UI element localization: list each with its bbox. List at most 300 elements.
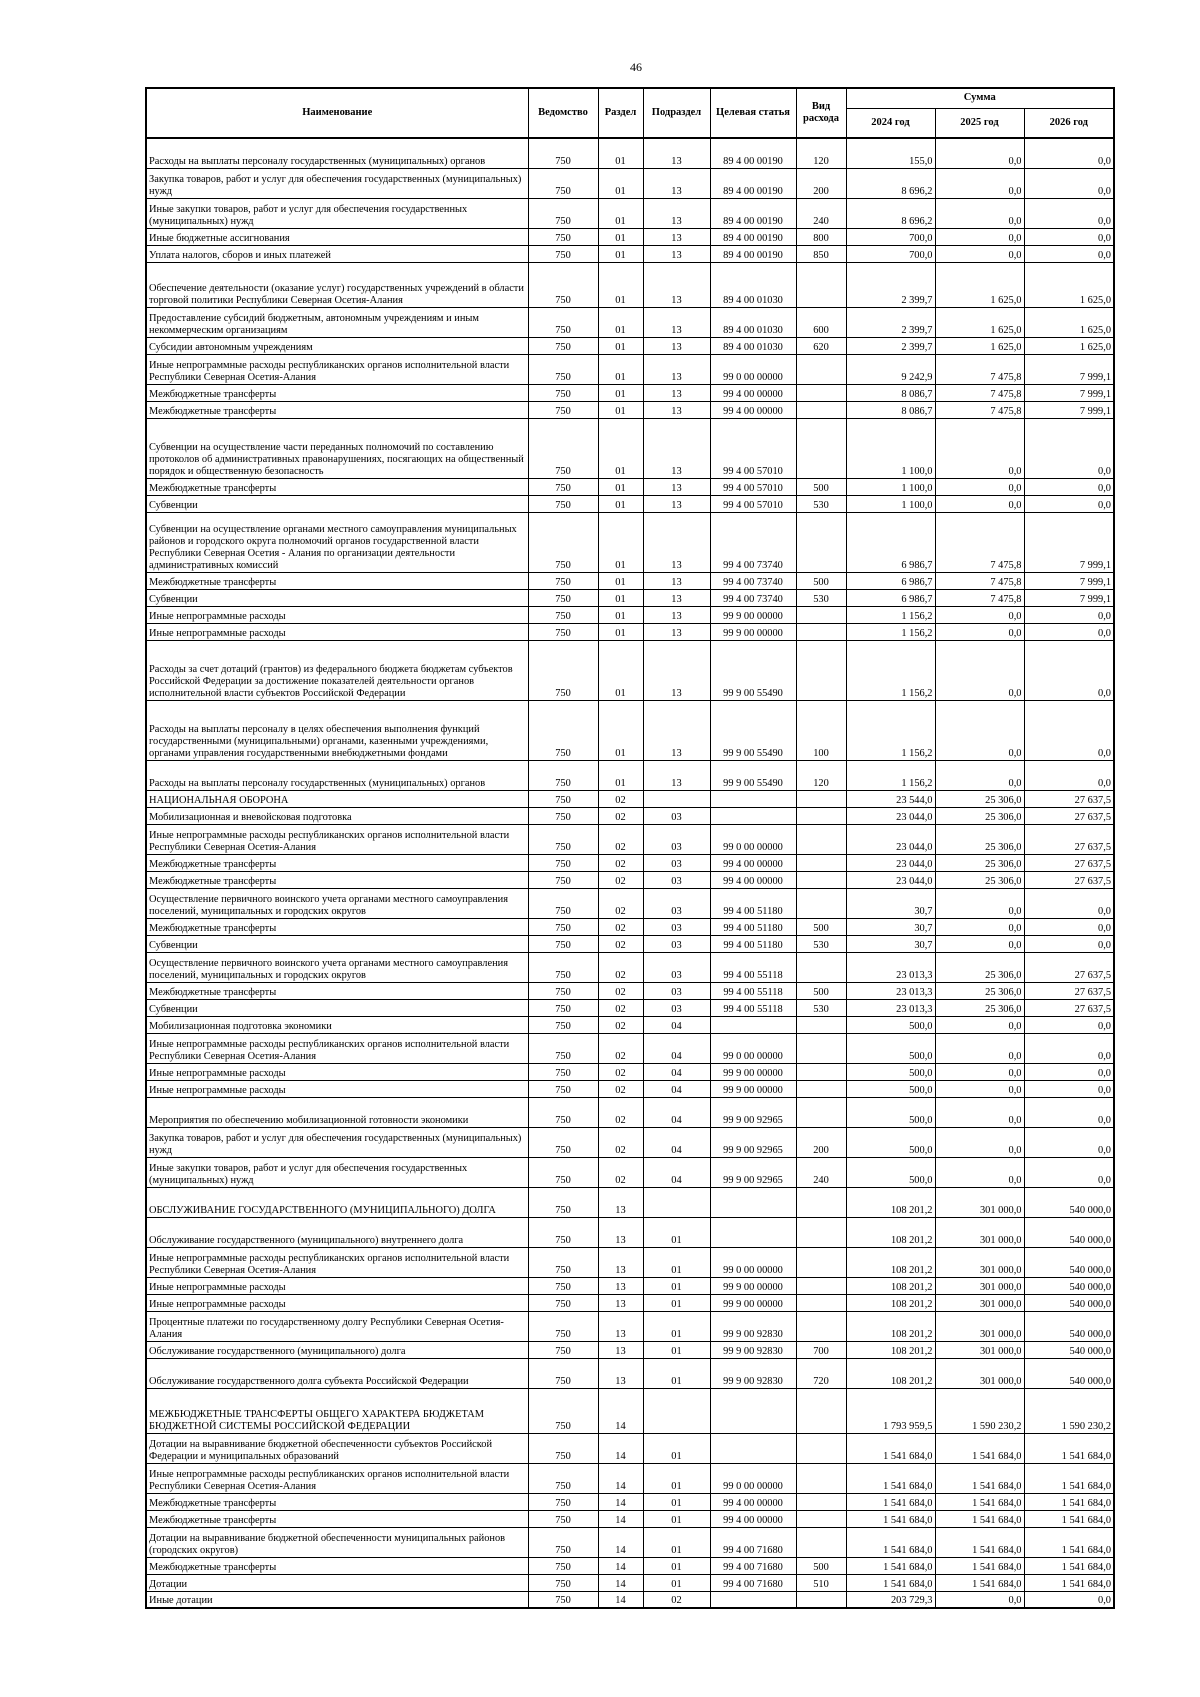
cell-dept: 750 <box>528 1016 598 1033</box>
cell-2026: 540 000,0 <box>1024 1217 1114 1247</box>
cell-type <box>796 1463 846 1493</box>
cell-section: 02 <box>598 1127 643 1157</box>
cell-target: 99 4 00 71680 <box>710 1527 796 1557</box>
cell-2025: 25 306,0 <box>935 790 1024 807</box>
table-row <box>146 888 1114 918</box>
table-row <box>146 589 1114 606</box>
table-row <box>146 999 1114 1016</box>
cell-dept: 750 <box>528 138 598 168</box>
cell-type <box>796 384 846 401</box>
cell-2026: 0,0 <box>1024 138 1114 168</box>
cell-dept: 750 <box>528 354 598 384</box>
cell-target: 99 4 00 55118 <box>710 952 796 982</box>
cell-dept: 750 <box>528 1311 598 1341</box>
cell-section: 01 <box>598 198 643 228</box>
cell-type: 530 <box>796 935 846 952</box>
cell-section: 14 <box>598 1493 643 1510</box>
cell-2025: 1 541 684,0 <box>935 1493 1024 1510</box>
cell-2024: 1 156,2 <box>846 700 935 760</box>
cell-section: 02 <box>598 807 643 824</box>
cell-name: Межбюджетные трансферты <box>146 401 528 418</box>
cell-subsection: 13 <box>643 478 710 495</box>
table-row <box>146 807 1114 824</box>
table-row <box>146 307 1114 337</box>
cell-2026: 27 637,5 <box>1024 824 1114 854</box>
cell-name: Обслуживание государственного (муниципального) долга <box>146 1341 528 1358</box>
cell-name: Межбюджетные трансферты <box>146 1493 528 1510</box>
cell-subsection: 13 <box>643 307 710 337</box>
cell-section: 02 <box>598 1097 643 1127</box>
cell-2025: 25 306,0 <box>935 952 1024 982</box>
cell-2024: 108 201,2 <box>846 1247 935 1277</box>
cell-target: 89 4 00 01030 <box>710 262 796 307</box>
cell-2026: 0,0 <box>1024 640 1114 700</box>
cell-target: 99 4 00 51180 <box>710 918 796 935</box>
cell-2024: 23 044,0 <box>846 807 935 824</box>
cell-name: Обеспечение деятельности (оказание услуг) государственных учреждений в области торговой политики Республики Северная Осетия-Алания <box>146 262 528 307</box>
table-row <box>146 1187 1114 1217</box>
cell-2025: 301 000,0 <box>935 1217 1024 1247</box>
cell-2026: 27 637,5 <box>1024 854 1114 871</box>
cell-name: Обслуживание государственного долга субъекта Российской Федерации <box>146 1358 528 1388</box>
cell-target: 99 4 00 73740 <box>710 572 796 589</box>
cell-section: 13 <box>598 1311 643 1341</box>
table-row <box>146 606 1114 623</box>
cell-2024: 2 399,7 <box>846 337 935 354</box>
cell-2026: 0,0 <box>1024 418 1114 478</box>
cell-2024: 30,7 <box>846 888 935 918</box>
cell-type <box>796 623 846 640</box>
cell-type <box>796 354 846 384</box>
table-row <box>146 401 1114 418</box>
cell-2024: 1 156,2 <box>846 623 935 640</box>
cell-subsection: 04 <box>643 1097 710 1127</box>
cell-dept: 750 <box>528 1358 598 1388</box>
cell-dept: 750 <box>528 1510 598 1527</box>
table-row <box>146 871 1114 888</box>
cell-subsection: 04 <box>643 1127 710 1157</box>
cell-name: Обслуживание государственного (муниципального) внутреннего долга <box>146 1217 528 1247</box>
cell-dept: 750 <box>528 918 598 935</box>
cell-subsection: 01 <box>643 1527 710 1557</box>
cell-type <box>796 871 846 888</box>
cell-2026: 27 637,5 <box>1024 871 1114 888</box>
cell-section: 02 <box>598 790 643 807</box>
cell-dept: 750 <box>528 1033 598 1063</box>
cell-target: 89 4 00 00190 <box>710 168 796 198</box>
cell-2026: 7 999,1 <box>1024 572 1114 589</box>
cell-2026: 0,0 <box>1024 700 1114 760</box>
cell-target: 99 9 00 00000 <box>710 606 796 623</box>
table-row <box>146 245 1114 262</box>
cell-section: 01 <box>598 418 643 478</box>
cell-section: 14 <box>598 1463 643 1493</box>
cell-type <box>796 790 846 807</box>
cell-subsection: 01 <box>643 1574 710 1591</box>
cell-subsection: 13 <box>643 512 710 572</box>
cell-section: 14 <box>598 1433 643 1463</box>
cell-section: 01 <box>598 760 643 790</box>
cell-type <box>796 640 846 700</box>
cell-target <box>710 1433 796 1463</box>
cell-type: 530 <box>796 999 846 1016</box>
cell-2025: 301 000,0 <box>935 1187 1024 1217</box>
cell-section: 01 <box>598 589 643 606</box>
cell-type: 240 <box>796 198 846 228</box>
table-row <box>146 1157 1114 1187</box>
cell-name: Осуществление первичного воинского учета органами местного самоуправления поселений, муниципальных и городских округов <box>146 888 528 918</box>
cell-dept: 750 <box>528 228 598 245</box>
cell-name: Процентные платежи по государственному долгу Республики Северная Осетия-Алания <box>146 1311 528 1341</box>
cell-subsection: 03 <box>643 918 710 935</box>
cell-target: 89 4 00 01030 <box>710 307 796 337</box>
cell-dept: 750 <box>528 478 598 495</box>
table-row <box>146 640 1114 700</box>
cell-name: Расходы на выплаты персоналу государственных (муниципальных) органов <box>146 138 528 168</box>
cell-2026: 0,0 <box>1024 935 1114 952</box>
cell-2025: 25 306,0 <box>935 982 1024 999</box>
cell-2026: 540 000,0 <box>1024 1341 1114 1358</box>
cell-target: 89 4 00 00190 <box>710 138 796 168</box>
cell-target: 99 4 00 00000 <box>710 384 796 401</box>
cell-name: Иные непрограммные расходы республиканских органов исполнительной власти Республики Северная Осетия-Алания <box>146 1463 528 1493</box>
cell-type <box>796 1187 846 1217</box>
cell-dept: 750 <box>528 1388 598 1433</box>
header-2026: 2026 год <box>1024 108 1114 138</box>
cell-2024: 1 100,0 <box>846 418 935 478</box>
cell-name: МЕЖБЮДЖЕТНЫЕ ТРАНСФЕРТЫ ОБЩЕГО ХАРАКТЕРА БЮДЖЕТАМ БЮДЖЕТНОЙ СИСТЕМЫ РОССИЙСКОЙ ФЕДЕРАЦИИ <box>146 1388 528 1433</box>
cell-2025: 0,0 <box>935 640 1024 700</box>
cell-name: Иные непрограммные расходы <box>146 1294 528 1311</box>
cell-2026: 540 000,0 <box>1024 1358 1114 1388</box>
cell-section: 14 <box>598 1557 643 1574</box>
cell-2024: 500,0 <box>846 1033 935 1063</box>
cell-2026: 1 541 684,0 <box>1024 1557 1114 1574</box>
cell-subsection: 13 <box>643 760 710 790</box>
cell-subsection <box>643 1388 710 1433</box>
cell-name: Иные непрограммные расходы <box>146 1277 528 1294</box>
cell-2026: 0,0 <box>1024 1127 1114 1157</box>
header-dept: Ведомство <box>528 88 598 138</box>
cell-2024: 8 086,7 <box>846 384 935 401</box>
header-target: Целевая статья <box>710 88 796 138</box>
cell-2025: 0,0 <box>935 935 1024 952</box>
cell-subsection: 01 <box>643 1311 710 1341</box>
cell-dept: 750 <box>528 888 598 918</box>
cell-2026: 0,0 <box>1024 1080 1114 1097</box>
cell-type: 500 <box>796 478 846 495</box>
cell-2024: 23 013,3 <box>846 999 935 1016</box>
cell-2024: 500,0 <box>846 1157 935 1187</box>
cell-2025: 25 306,0 <box>935 807 1024 824</box>
budget-table <box>145 87 1115 1609</box>
cell-subsection: 13 <box>643 168 710 198</box>
cell-type: 100 <box>796 700 846 760</box>
cell-target: 99 4 00 00000 <box>710 854 796 871</box>
cell-2024: 1 541 684,0 <box>846 1574 935 1591</box>
cell-dept: 750 <box>528 168 598 198</box>
cell-subsection: 04 <box>643 1016 710 1033</box>
cell-subsection: 01 <box>643 1463 710 1493</box>
cell-subsection: 03 <box>643 871 710 888</box>
cell-2024: 23 544,0 <box>846 790 935 807</box>
cell-dept: 750 <box>528 1557 598 1574</box>
table-row <box>146 918 1114 935</box>
cell-name: Дотации на выравнивание бюджетной обеспеченности субъектов Российской Федерации и муниципальных образований <box>146 1433 528 1463</box>
cell-type <box>796 1016 846 1033</box>
cell-dept: 750 <box>528 337 598 354</box>
cell-target: 99 4 00 00000 <box>710 401 796 418</box>
table-row <box>146 1358 1114 1388</box>
cell-2026: 27 637,5 <box>1024 982 1114 999</box>
cell-dept: 750 <box>528 589 598 606</box>
cell-target: 99 4 00 73740 <box>710 512 796 572</box>
cell-subsection: 01 <box>643 1493 710 1510</box>
cell-name: Иные непрограммные расходы республиканских органов исполнительной власти Республики Северная Осетия-Алания <box>146 354 528 384</box>
table-row <box>146 1463 1114 1493</box>
cell-2025: 25 306,0 <box>935 854 1024 871</box>
header-2024: 2024 год <box>846 108 935 138</box>
cell-subsection: 13 <box>643 337 710 354</box>
cell-2026: 0,0 <box>1024 495 1114 512</box>
cell-target <box>710 1388 796 1433</box>
cell-subsection: 13 <box>643 495 710 512</box>
cell-2025: 0,0 <box>935 1591 1024 1608</box>
cell-2026: 1 541 684,0 <box>1024 1510 1114 1527</box>
cell-subsection: 03 <box>643 935 710 952</box>
cell-section: 01 <box>598 640 643 700</box>
cell-name: Мероприятия по обеспечению мобилизационной готовности экономики <box>146 1097 528 1127</box>
cell-type: 510 <box>796 1574 846 1591</box>
cell-2025: 301 000,0 <box>935 1341 1024 1358</box>
cell-2026: 540 000,0 <box>1024 1187 1114 1217</box>
cell-name: Осуществление первичного воинского учета органами местного самоуправления поселений, муниципальных и городских округов <box>146 952 528 982</box>
cell-target: 99 4 00 57010 <box>710 478 796 495</box>
cell-dept: 750 <box>528 245 598 262</box>
cell-section: 02 <box>598 871 643 888</box>
cell-type: 700 <box>796 1341 846 1358</box>
cell-name: Иные закупки товаров, работ и услуг для обеспечения государственных (муниципальных) нужд <box>146 1157 528 1187</box>
cell-section: 01 <box>598 700 643 760</box>
cell-section: 01 <box>598 512 643 572</box>
cell-subsection: 13 <box>643 572 710 589</box>
table-row <box>146 228 1114 245</box>
cell-2024: 30,7 <box>846 935 935 952</box>
cell-name: Мобилизационная и вневойсковая подготовка <box>146 807 528 824</box>
cell-2025: 301 000,0 <box>935 1358 1024 1388</box>
cell-target: 89 4 00 00190 <box>710 198 796 228</box>
cell-2025: 25 306,0 <box>935 871 1024 888</box>
cell-name: Межбюджетные трансферты <box>146 854 528 871</box>
cell-subsection: 01 <box>643 1433 710 1463</box>
cell-dept: 750 <box>528 572 598 589</box>
cell-2026: 1 625,0 <box>1024 307 1114 337</box>
cell-dept: 750 <box>528 1277 598 1294</box>
cell-dept: 750 <box>528 623 598 640</box>
cell-subsection: 04 <box>643 1063 710 1080</box>
cell-dept: 750 <box>528 952 598 982</box>
header-sum: Сумма <box>846 88 1114 108</box>
cell-subsection: 13 <box>643 228 710 245</box>
cell-target: 99 4 00 51180 <box>710 935 796 952</box>
cell-2024: 9 242,9 <box>846 354 935 384</box>
cell-2026: 1 590 230,2 <box>1024 1388 1114 1433</box>
cell-target <box>710 790 796 807</box>
cell-2024: 1 100,0 <box>846 495 935 512</box>
cell-2024: 500,0 <box>846 1016 935 1033</box>
header-name: Наименование <box>146 88 528 138</box>
cell-name: Межбюджетные трансферты <box>146 572 528 589</box>
cell-2024: 108 201,2 <box>846 1311 935 1341</box>
cell-2025: 1 541 684,0 <box>935 1510 1024 1527</box>
cell-type: 620 <box>796 337 846 354</box>
cell-type: 120 <box>796 760 846 790</box>
cell-section: 02 <box>598 888 643 918</box>
cell-dept: 750 <box>528 384 598 401</box>
cell-2026: 1 541 684,0 <box>1024 1527 1114 1557</box>
cell-2024: 700,0 <box>846 228 935 245</box>
cell-section: 01 <box>598 606 643 623</box>
cell-target: 99 0 00 00000 <box>710 1463 796 1493</box>
table-row <box>146 623 1114 640</box>
cell-section: 13 <box>598 1294 643 1311</box>
cell-section: 02 <box>598 982 643 999</box>
cell-2025: 1 541 684,0 <box>935 1574 1024 1591</box>
cell-2024: 23 044,0 <box>846 854 935 871</box>
cell-section: 01 <box>598 354 643 384</box>
table-row <box>146 760 1114 790</box>
cell-2026: 1 541 684,0 <box>1024 1493 1114 1510</box>
cell-section: 02 <box>598 1016 643 1033</box>
cell-dept: 750 <box>528 807 598 824</box>
cell-name: Дотации на выравнивание бюджетной обеспеченности муниципальных районов (городских округов) <box>146 1527 528 1557</box>
cell-2026: 0,0 <box>1024 606 1114 623</box>
header-subsection: Подраздел <box>643 88 710 138</box>
cell-target: 99 9 00 00000 <box>710 623 796 640</box>
cell-subsection: 03 <box>643 952 710 982</box>
table-row <box>146 337 1114 354</box>
cell-2024: 8 696,2 <box>846 198 935 228</box>
cell-dept: 750 <box>528 1187 598 1217</box>
cell-2024: 2 399,7 <box>846 262 935 307</box>
table-row <box>146 1063 1114 1080</box>
cell-2025: 7 475,8 <box>935 572 1024 589</box>
cell-2024: 108 201,2 <box>846 1358 935 1388</box>
cell-target: 99 9 00 92965 <box>710 1097 796 1127</box>
cell-name: ОБСЛУЖИВАНИЕ ГОСУДАРСТВЕННОГО (МУНИЦИПАЛЬНОГО) ДОЛГА <box>146 1187 528 1217</box>
cell-section: 01 <box>598 384 643 401</box>
cell-2026: 0,0 <box>1024 168 1114 198</box>
cell-2025: 0,0 <box>935 1080 1024 1097</box>
cell-2024: 2 399,7 <box>846 307 935 337</box>
cell-type <box>796 1294 846 1311</box>
cell-2025: 0,0 <box>935 138 1024 168</box>
cell-subsection: 04 <box>643 1157 710 1187</box>
cell-2026: 7 999,1 <box>1024 589 1114 606</box>
cell-subsection: 13 <box>643 418 710 478</box>
cell-target: 99 4 00 71680 <box>710 1574 796 1591</box>
table-row <box>146 418 1114 478</box>
cell-dept: 750 <box>528 935 598 952</box>
cell-2025: 1 541 684,0 <box>935 1433 1024 1463</box>
cell-type <box>796 1493 846 1510</box>
cell-name: Иные непрограммные расходы <box>146 623 528 640</box>
cell-type <box>796 1033 846 1063</box>
table-row <box>146 168 1114 198</box>
cell-subsection: 13 <box>643 606 710 623</box>
table-row <box>146 354 1114 384</box>
cell-dept: 750 <box>528 1294 598 1311</box>
cell-section: 01 <box>598 245 643 262</box>
cell-2025: 7 475,8 <box>935 589 1024 606</box>
cell-2026: 0,0 <box>1024 1033 1114 1063</box>
cell-type <box>796 854 846 871</box>
cell-type: 200 <box>796 168 846 198</box>
cell-subsection: 03 <box>643 807 710 824</box>
cell-type <box>796 1510 846 1527</box>
cell-2025: 301 000,0 <box>935 1277 1024 1294</box>
cell-name: Расходы за счет дотаций (грантов) из федерального бюджета бюджетам субъектов Российской Федерации за достижение показателей деятельности органов исполнительной власти субъектов Российской Федерации <box>146 640 528 700</box>
cell-name: Иные дотации <box>146 1591 528 1608</box>
cell-subsection: 13 <box>643 354 710 384</box>
cell-type <box>796 1097 846 1127</box>
cell-section: 01 <box>598 168 643 198</box>
table-row <box>146 478 1114 495</box>
table-row <box>146 512 1114 572</box>
table-row <box>146 495 1114 512</box>
cell-2024: 108 201,2 <box>846 1341 935 1358</box>
cell-section: 02 <box>598 935 643 952</box>
cell-section: 01 <box>598 478 643 495</box>
cell-subsection: 13 <box>643 589 710 606</box>
cell-subsection: 01 <box>643 1277 710 1294</box>
cell-2025: 0,0 <box>935 606 1024 623</box>
cell-2025: 1 625,0 <box>935 307 1024 337</box>
cell-2026: 0,0 <box>1024 1097 1114 1127</box>
cell-type <box>796 418 846 478</box>
cell-name: Иные непрограммные расходы республиканских органов исполнительной власти Республики Северная Осетия-Алания <box>146 1033 528 1063</box>
cell-2026: 0,0 <box>1024 1157 1114 1187</box>
cell-2025: 301 000,0 <box>935 1294 1024 1311</box>
cell-2025: 0,0 <box>935 623 1024 640</box>
cell-subsection: 04 <box>643 1080 710 1097</box>
cell-name: Межбюджетные трансферты <box>146 478 528 495</box>
cell-subsection: 03 <box>643 824 710 854</box>
cell-subsection: 13 <box>643 138 710 168</box>
cell-2024: 1 541 684,0 <box>846 1493 935 1510</box>
cell-target: 99 0 00 00000 <box>710 1247 796 1277</box>
cell-subsection: 01 <box>643 1294 710 1311</box>
cell-section: 01 <box>598 228 643 245</box>
cell-2025: 0,0 <box>935 918 1024 935</box>
cell-target: 99 4 00 00000 <box>710 1493 796 1510</box>
cell-subsection: 01 <box>643 1358 710 1388</box>
cell-subsection: 01 <box>643 1557 710 1574</box>
cell-target: 99 9 00 92965 <box>710 1127 796 1157</box>
cell-section: 14 <box>598 1388 643 1433</box>
cell-section: 14 <box>598 1574 643 1591</box>
cell-target: 99 9 00 00000 <box>710 1080 796 1097</box>
cell-dept: 750 <box>528 418 598 478</box>
cell-dept: 750 <box>528 1463 598 1493</box>
cell-type <box>796 401 846 418</box>
cell-target: 99 0 00 00000 <box>710 824 796 854</box>
cell-name: Межбюджетные трансферты <box>146 1557 528 1574</box>
cell-section: 02 <box>598 1157 643 1187</box>
cell-type <box>796 952 846 982</box>
cell-name: Закупка товаров, работ и услуг для обеспечения государственных (муниципальных) нужд <box>146 1127 528 1157</box>
cell-name: Субвенции <box>146 495 528 512</box>
